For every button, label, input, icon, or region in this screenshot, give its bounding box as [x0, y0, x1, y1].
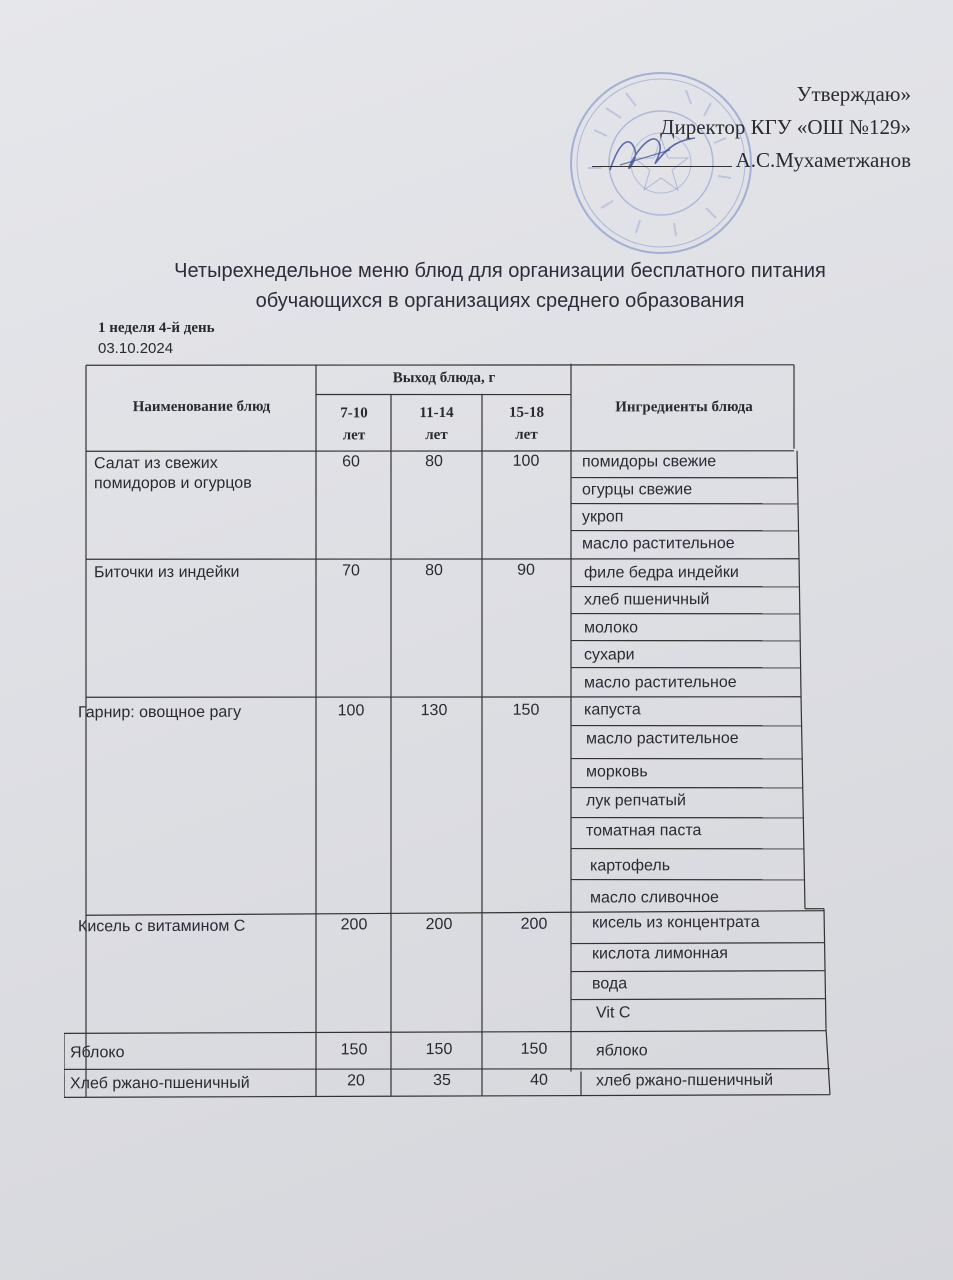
dish-name: Биточки из индейки: [94, 563, 240, 582]
header-dish-name: Наименование блюд: [132, 398, 271, 416]
header-age-7-10: 7-10 лет: [340, 405, 368, 444]
title-line-2: обучающихся в организациях среднего образования: [255, 290, 745, 312]
header-yield: Выход блюда, г: [392, 369, 496, 387]
portion-15-18: 100: [512, 452, 540, 470]
portion-7-10: 20: [347, 1072, 365, 1090]
ingredient: молоко: [584, 619, 639, 637]
approval-line-director: Директор КГУ «ОШ №129»: [660, 115, 911, 139]
document-title: [60, 256, 940, 316]
ingredient: масло растительное: [582, 535, 735, 553]
portion-11-14: 200: [425, 915, 453, 934]
ingredient: лук репчатый: [586, 792, 686, 810]
portion-11-14: 80: [425, 453, 443, 471]
signatory-name: А.С.Мухаметжанов: [735, 148, 911, 172]
portion-7-10: 200: [340, 916, 368, 934]
header-age-11-14: 11-14 лет: [419, 404, 454, 444]
dish-name: Гарнир: овощное рагу: [78, 703, 242, 722]
ingredient: морковь: [586, 763, 648, 781]
ingredient: хлеб пшеничный: [584, 591, 710, 609]
ingredient: сухари: [584, 646, 635, 664]
dish-name: Хлеб ржано-пшеничный: [70, 1074, 250, 1093]
header-ingredients: Ингредиенты блюда: [615, 398, 753, 416]
ingredient: филе бедра индейки: [584, 563, 739, 582]
approval-line-signatory: [592, 144, 911, 177]
portion-7-10: 60: [342, 453, 360, 471]
portion-15-18: 90: [517, 561, 535, 579]
portion-11-14: 35: [433, 1071, 451, 1090]
ingredient: хлеб ржано-пшеничный: [596, 1071, 774, 1090]
ingredient: масло растительное: [586, 729, 739, 748]
portion-11-14: 130: [420, 702, 448, 720]
ingredient: укроп: [582, 508, 624, 526]
ingredient: капуста: [584, 701, 641, 719]
portion-11-14: 150: [425, 1040, 453, 1059]
portion-7-10: 100: [337, 702, 365, 720]
ingredient: помидоры свежие: [582, 453, 717, 471]
dish-name: Яблоко: [70, 1044, 125, 1062]
portion-15-18: 150: [520, 1040, 548, 1058]
ingredient: томатная паста: [586, 822, 702, 840]
ingredient: кислота лимонная: [592, 945, 728, 963]
ingredient: яблоко: [596, 1042, 648, 1060]
dish-name: Салат из свежих помидоров и огурцов: [94, 454, 252, 493]
dish-name: Кисель с витамином С: [78, 917, 246, 936]
signature-line: [592, 166, 732, 167]
menu-date: 03.10.2024: [98, 340, 174, 357]
title-line-1: Четырехнедельное меню блюд для организации бесплатного питания: [174, 260, 826, 282]
ingredient: огурцы свежие: [582, 481, 693, 499]
ingredient: масло растительное: [584, 673, 737, 692]
header-age-15-18: 15-18 лет: [509, 404, 544, 443]
portion-7-10: 70: [342, 562, 360, 580]
ingredient: вода: [592, 975, 628, 993]
portion-15-18: 40: [530, 1071, 548, 1089]
ingredient: картофель: [590, 857, 671, 875]
approval-block: [592, 78, 911, 177]
portion-15-18: 200: [520, 915, 548, 933]
portion-11-14: 80: [425, 562, 443, 580]
ingredient: кисель из концентрата: [592, 913, 760, 932]
ingredient: масло сливочное: [590, 889, 719, 907]
portion-7-10: 150: [340, 1041, 368, 1059]
ingredient: Vit C: [596, 1004, 631, 1022]
portion-15-18: 150: [512, 701, 540, 719]
week-day-label: 1 неделя 4-й день: [98, 320, 215, 336]
menu-table: [64, 361, 836, 1100]
approval-line-approve: Утверждаю»: [796, 82, 911, 106]
